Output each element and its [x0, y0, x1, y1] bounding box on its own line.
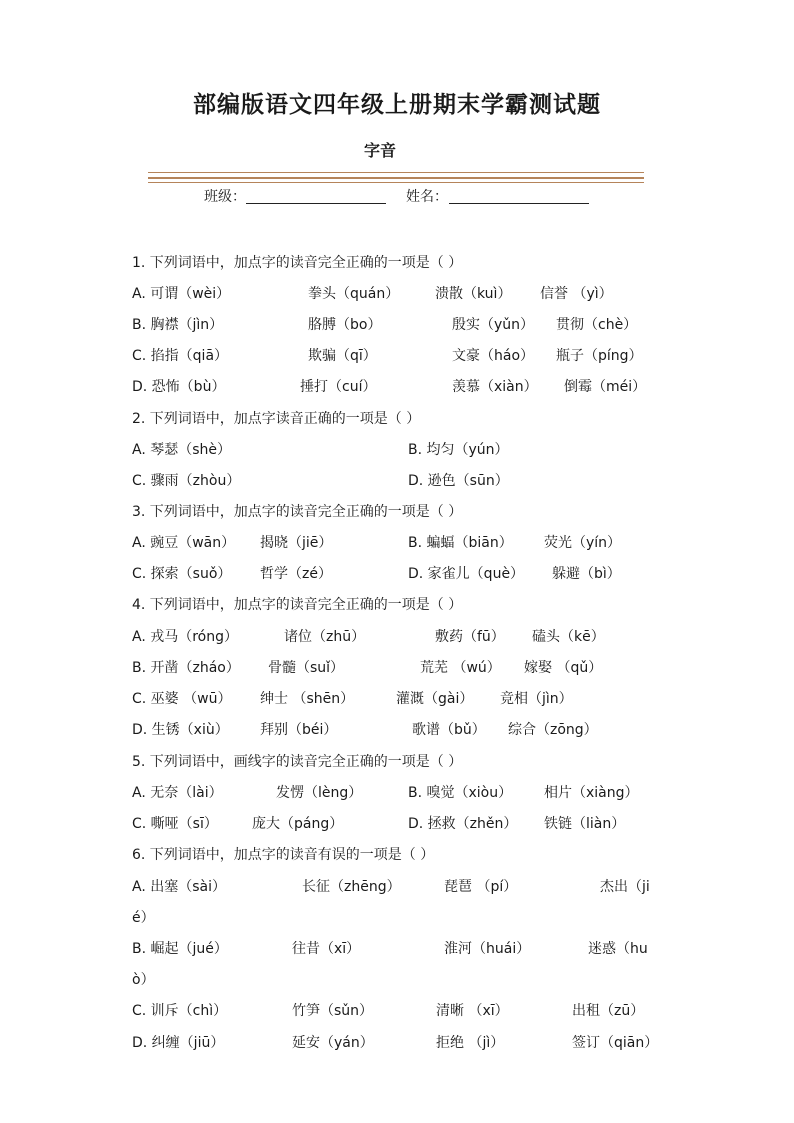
q4-option-a-3: 敷药（fū） [435, 629, 505, 645]
q5-option-b: B. 嗅觉（xiòu） [408, 785, 513, 801]
q1-option-a-3: 溃散（kuì） [435, 286, 512, 302]
q2-option-d: D. 逊色（sūn） [408, 473, 509, 489]
name-label: 姓名： [406, 189, 448, 205]
q4-option-b-3: 荒芜 （wú） [420, 660, 501, 676]
q3-option-a-2: 揭晓（jiē） [260, 535, 333, 551]
q5-option-a: A. 无奈（lài） [132, 785, 223, 801]
header-rule-middle [148, 177, 644, 179]
q1-option-b-2: 胳膊（bo） [308, 317, 382, 333]
q5-option-b-2: 相片（xiàng） [544, 785, 639, 801]
q6-option-c-3: 清晰 （xī） [436, 1003, 509, 1019]
q6-option-c-2: 竹笋（sǔn） [292, 1003, 374, 1019]
q6-option-a-4: 杰出（ji [600, 879, 650, 895]
q1-option-a: A. 可谓（wèi） [132, 286, 231, 302]
q5-option-c: C. 嘶哑（sī） [132, 816, 218, 832]
q1-option-b: B. 胸襟（jìn） [132, 317, 224, 333]
question-6: 6. 下列词语中，加点字的读音有误的一项是（ ） [132, 847, 435, 863]
doc-subtitle: 字音 [363, 141, 396, 160]
q3-option-b-2: 荧光（yín） [544, 535, 622, 551]
question-4: 4. 下列词语中，加点字的读音完全正确的一项是（ ） [132, 597, 463, 613]
q1-option-d-2: 捶打（cuí） [300, 379, 377, 395]
doc-title: 部编版语文四年级上册期末学霸测试题 [193, 91, 601, 118]
q6-option-b-3: 淮河（huái） [444, 941, 531, 957]
q5-option-d-2: 铁链（liàn） [544, 816, 626, 832]
q1-option-d-3: 羡慕（xiàn） [452, 379, 538, 395]
q6-option-b-4: 迷惑（hu [588, 941, 648, 957]
q4-option-d: D. 生锈（xiù） [132, 722, 229, 738]
q6-option-b-wrap: ò） [132, 972, 155, 988]
q3-option-b: B. 蝙蝠（biān） [408, 535, 513, 551]
q6-option-d: D. 纠缠（jiū） [132, 1035, 225, 1051]
q1-option-c-2: 欺骗（qī） [308, 348, 377, 364]
q1-option-c-3: 文豪（háo） [452, 348, 535, 364]
q5-option-a-2: 发愣（lèng） [276, 785, 363, 801]
q3-option-d: D. 家雀儿（què） [408, 566, 525, 582]
q3-option-c-2: 哲学（zé） [260, 566, 332, 582]
q6-option-a-2: 长征（zhēng） [302, 879, 401, 895]
q6-option-c-4: 出租（zū） [572, 1003, 645, 1019]
q3-option-c: C. 探索（suǒ） [132, 566, 232, 582]
q4-option-b-2: 骨髓（suǐ） [268, 660, 345, 676]
q1-option-d-4: 倒霉（méi） [564, 379, 647, 395]
q6-option-b-2: 往昔（xī） [292, 941, 361, 957]
q1-option-d: D. 恐怖（bù） [132, 379, 226, 395]
q4-option-b-4: 嫁娶 （qǔ） [524, 660, 603, 676]
q4-option-a-4: 磕头（kē） [532, 629, 605, 645]
q6-option-b: B. 崛起（jué） [132, 941, 228, 957]
q4-option-a-2: 诸位（zhū） [284, 629, 366, 645]
q6-option-d-4: 签订（qiān） [572, 1035, 659, 1051]
name-field[interactable] [449, 203, 589, 204]
q4-option-d-4: 综合（zōng） [508, 722, 598, 738]
q4-option-d-3: 歌谱（bǔ） [412, 722, 486, 738]
question-1: 1. 下列词语中，加点字的读音完全正确的一项是（ ） [132, 255, 463, 271]
q4-option-c: C. 巫婆 （wū） [132, 691, 232, 707]
q1-option-a-4: 信誉 （yì） [540, 286, 613, 302]
q1-option-b-3: 殷实（yǔn） [452, 317, 535, 333]
q6-option-d-2: 延安（yán） [292, 1035, 374, 1051]
q2-option-a: A. 琴瑟（shè） [132, 442, 232, 458]
q5-option-c-2: 庞大（páng） [252, 816, 344, 832]
q1-option-a-2: 拳头（quán） [308, 286, 400, 302]
q6-option-a-3: 琵琶 （pí） [444, 879, 518, 895]
q6-option-d-3: 拒绝 （jì） [436, 1035, 505, 1051]
q4-option-d-2: 拜别（béi） [260, 722, 338, 738]
q4-option-a: A. 戎马（róng） [132, 629, 239, 645]
q1-option-b-4: 贯彻（chè） [556, 317, 638, 333]
header-rule-bottom [148, 182, 644, 183]
q6-option-a: A. 出塞（sài） [132, 879, 226, 895]
q5-option-d: D. 拯救（zhěn） [408, 816, 518, 832]
q4-option-c-2: 绅士 （shēn） [260, 691, 355, 707]
question-2: 2. 下列词语中，加点字读音正确的一项是（ ） [132, 411, 421, 427]
class-field[interactable] [246, 203, 386, 204]
q1-option-c: C. 掐指（qiā） [132, 348, 229, 364]
q4-option-c-3: 灌溉（gài） [396, 691, 474, 707]
q1-option-c-4: 瓶子（píng） [556, 348, 643, 364]
class-label: 班级： [204, 189, 246, 205]
q2-option-b: B. 均匀（yún） [408, 442, 509, 458]
q2-option-c: C. 骤雨（zhòu） [132, 473, 241, 489]
question-5: 5. 下列词语中，画线字的读音完全正确的一项是（ ） [132, 754, 463, 770]
q6-option-a-wrap: é） [132, 910, 155, 926]
header-rule-top [148, 172, 644, 173]
q3-option-a: A. 豌豆（wān） [132, 535, 236, 551]
q3-option-d-2: 躲避（bì） [552, 566, 621, 582]
q4-option-c-4: 竞相（jìn） [500, 691, 573, 707]
q4-option-b: B. 开凿（zháo） [132, 660, 240, 676]
q6-option-c: C. 训斥（chì） [132, 1003, 228, 1019]
question-3: 3. 下列词语中，加点字的读音完全正确的一项是（ ） [132, 504, 463, 520]
